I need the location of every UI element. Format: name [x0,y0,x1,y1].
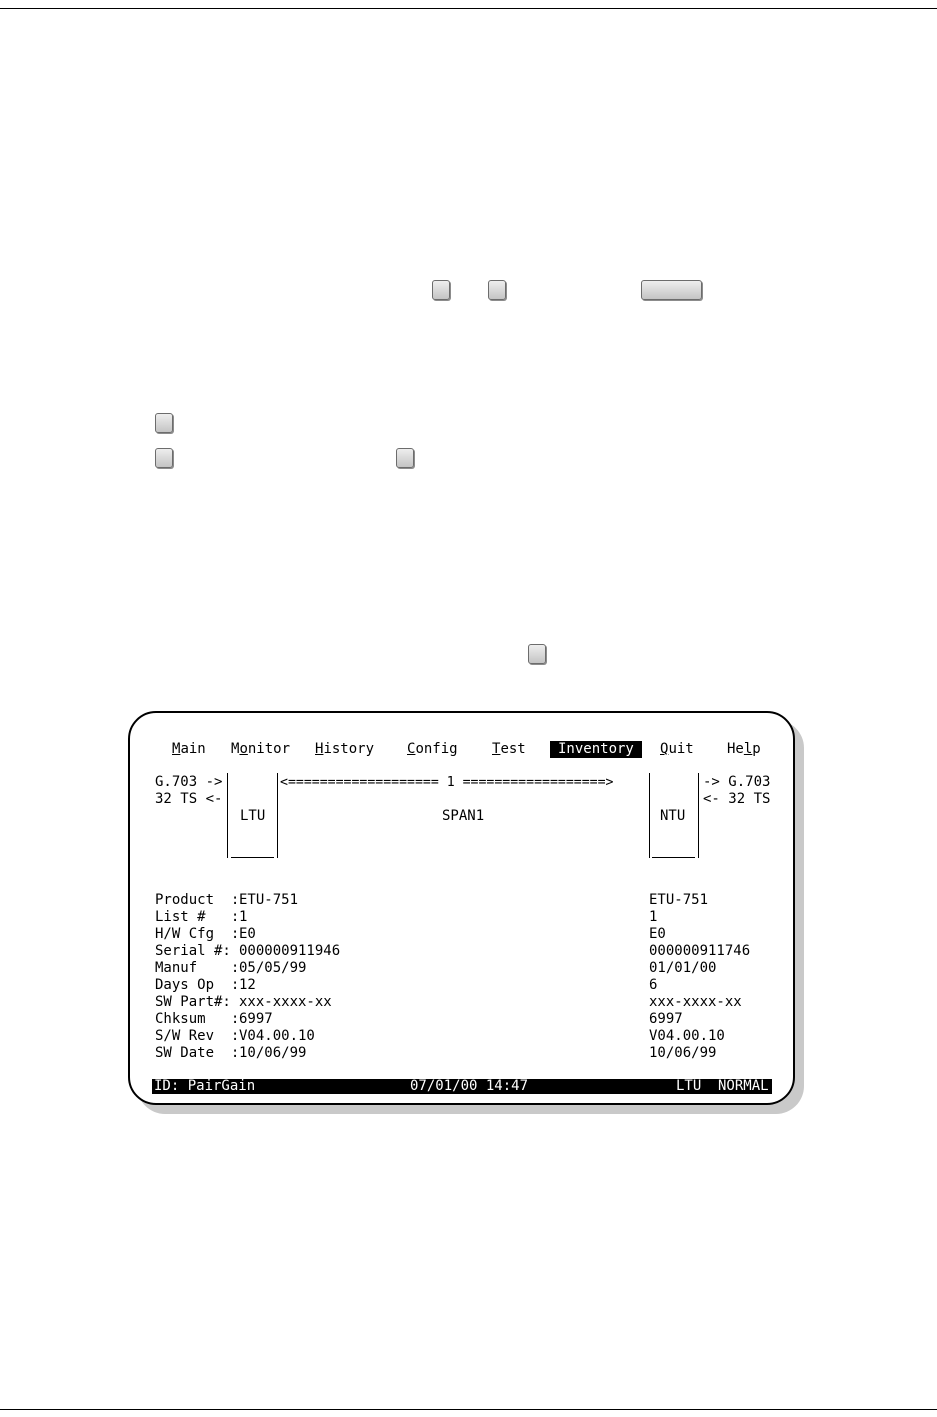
ntu-value: 1 [649,909,658,925]
ltu-value: 05/05/99 [239,960,307,976]
menu-item[interactable]: Inventory [550,741,642,758]
inventory-label: List # : [155,909,240,925]
ltu-box-label: LTU [240,808,266,824]
menu-item[interactable]: Monitor [231,741,291,757]
ntu-value: V04.00.10 [649,1028,725,1044]
ntu-value: 000000911746 [649,943,751,959]
left-timeslot-label: 32 TS <- [155,791,223,807]
status-bar [152,1079,772,1094]
ltu-value: xxx-xxxx-xx [239,994,332,1010]
status-datetime: 07/01/00 14:47 [410,1078,529,1094]
right-interface-label: -> G.703 [703,774,771,790]
key-icon [488,280,506,300]
ntu-value: E0 [649,926,666,942]
key-icon [155,413,173,433]
status-id: ID: PairGain [154,1078,256,1094]
key-icon [528,644,546,664]
menu-item[interactable]: Config [407,741,458,757]
ltu-value: E0 [239,926,256,942]
ntu-value: 6 [649,977,658,993]
ltu-box-bottom [231,857,274,858]
menu-item[interactable]: Quit [660,741,694,757]
top-rule [0,8,937,9]
inventory-label: Chksum : [155,1011,240,1027]
ntu-box-label: NTU [660,808,686,824]
inventory-label: H/W Cfg : [155,926,240,942]
ntu-value: ETU-751 [649,892,709,908]
ltu-value: 000000911946 [239,943,341,959]
ltu-value: 6997 [239,1011,273,1027]
left-interface-label: G.703 -> [155,774,223,790]
menu-item[interactable]: Main [172,741,206,757]
inventory-label: SW Date : [155,1045,240,1061]
key-icon [396,448,414,468]
ltu-value: ETU-751 [239,892,299,908]
ltu-value: 10/06/99 [239,1045,307,1061]
menu-item[interactable]: Test [492,741,526,757]
inventory-label: Product : [155,892,240,908]
ntu-value: 01/01/00 [649,960,717,976]
key-icon [432,280,450,300]
ntu-value: 10/06/99 [649,1045,717,1061]
span-line: <=================== 1 ==================> [280,775,614,790]
bottom-rule [0,1409,937,1410]
right-timeslot-label: <- 32 TS [703,791,771,807]
inventory-label: Serial #: [155,943,231,959]
inventory-label: S/W Rev : [155,1028,240,1044]
status-unit: LTU [676,1078,702,1094]
inventory-label: Manuf : [155,960,240,976]
ltu-value: V04.00.10 [239,1028,315,1044]
status-state: NORMAL [718,1078,769,1094]
ltu-value: 12 [239,977,256,993]
key-icon [155,448,173,468]
menu-item[interactable]: History [315,741,375,757]
inventory-label: SW Part#: [155,994,231,1010]
ntu-box-bottom [652,857,695,858]
ntu-value: xxx-xxxx-xx [649,994,742,1010]
inventory-label: Days Op : [155,977,240,993]
span-label: SPAN1 [442,808,485,824]
wide-key-icon [641,280,702,300]
ltu-value: 1 [239,909,248,925]
ntu-value: 6997 [649,1011,683,1027]
menu-item[interactable]: Help [727,741,761,757]
